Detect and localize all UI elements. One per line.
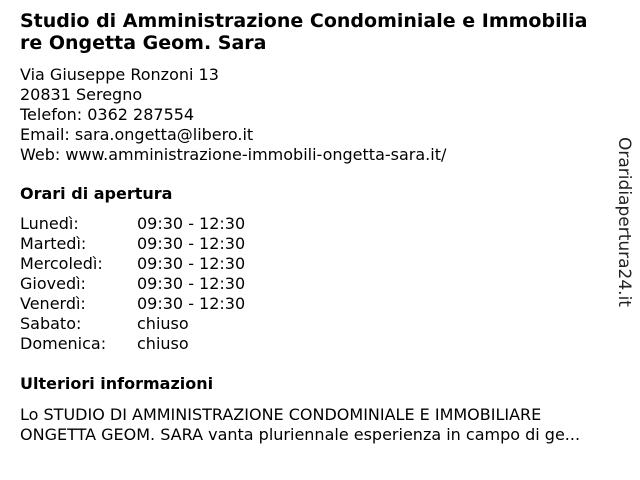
more-info-heading: Ulteriori informazioni — [20, 374, 214, 393]
street-address: Via Giuseppe Ronzoni 13 — [20, 65, 219, 84]
description-line-2: ONGETTA GEOM. SARA vanta pluriennale esperienza in campo di ge... — [20, 425, 581, 444]
business-name — [20, 10, 630, 54]
hours-value: chiuso — [137, 334, 189, 353]
hours-value: 09:30 - 12:30 — [137, 274, 246, 293]
opening-hours-heading: Orari di apertura — [20, 184, 173, 203]
site-brand-text: Oraridiapertura24.it — [614, 137, 634, 307]
business-name-line-2: re Ongetta Geom. Sara — [20, 32, 267, 54]
day-label: Martedì: — [20, 234, 87, 253]
day-label: Sabato: — [20, 314, 82, 333]
hours-value: 09:30 - 12:30 — [137, 294, 246, 313]
site-brand-vertical — [610, 136, 638, 308]
hours-value: chiuso — [137, 314, 189, 333]
city-address: 20831 Seregno — [20, 85, 143, 104]
day-label: Giovedì: — [20, 274, 86, 293]
hours-value: 09:30 - 12:30 — [137, 254, 246, 273]
hours-value: 09:30 - 12:30 — [137, 214, 246, 233]
website-address: Web: www.amministrazione-immobili-ongetta-sara.it/ — [20, 145, 447, 164]
day-label: Lunedì: — [20, 214, 79, 233]
day-label: Mercoledì: — [20, 254, 103, 273]
hours-value: 09:30 - 12:30 — [137, 234, 246, 253]
phone-number: Telefon: 0362 287554 — [20, 105, 195, 124]
day-label: Venerdì: — [20, 294, 86, 313]
day-label: Domenica: — [20, 334, 107, 353]
email-address: Email: sara.ongetta@libero.it — [20, 125, 254, 144]
business-name-line-1: Studio di Amministrazione Condominiale e Immobilia — [20, 10, 588, 32]
description-line-1: Lo STUDIO DI AMMINISTRAZIONE CONDOMINIALE E IMMOBILIARE — [20, 405, 542, 424]
business-description — [20, 405, 640, 445]
contact-block — [20, 65, 446, 165]
